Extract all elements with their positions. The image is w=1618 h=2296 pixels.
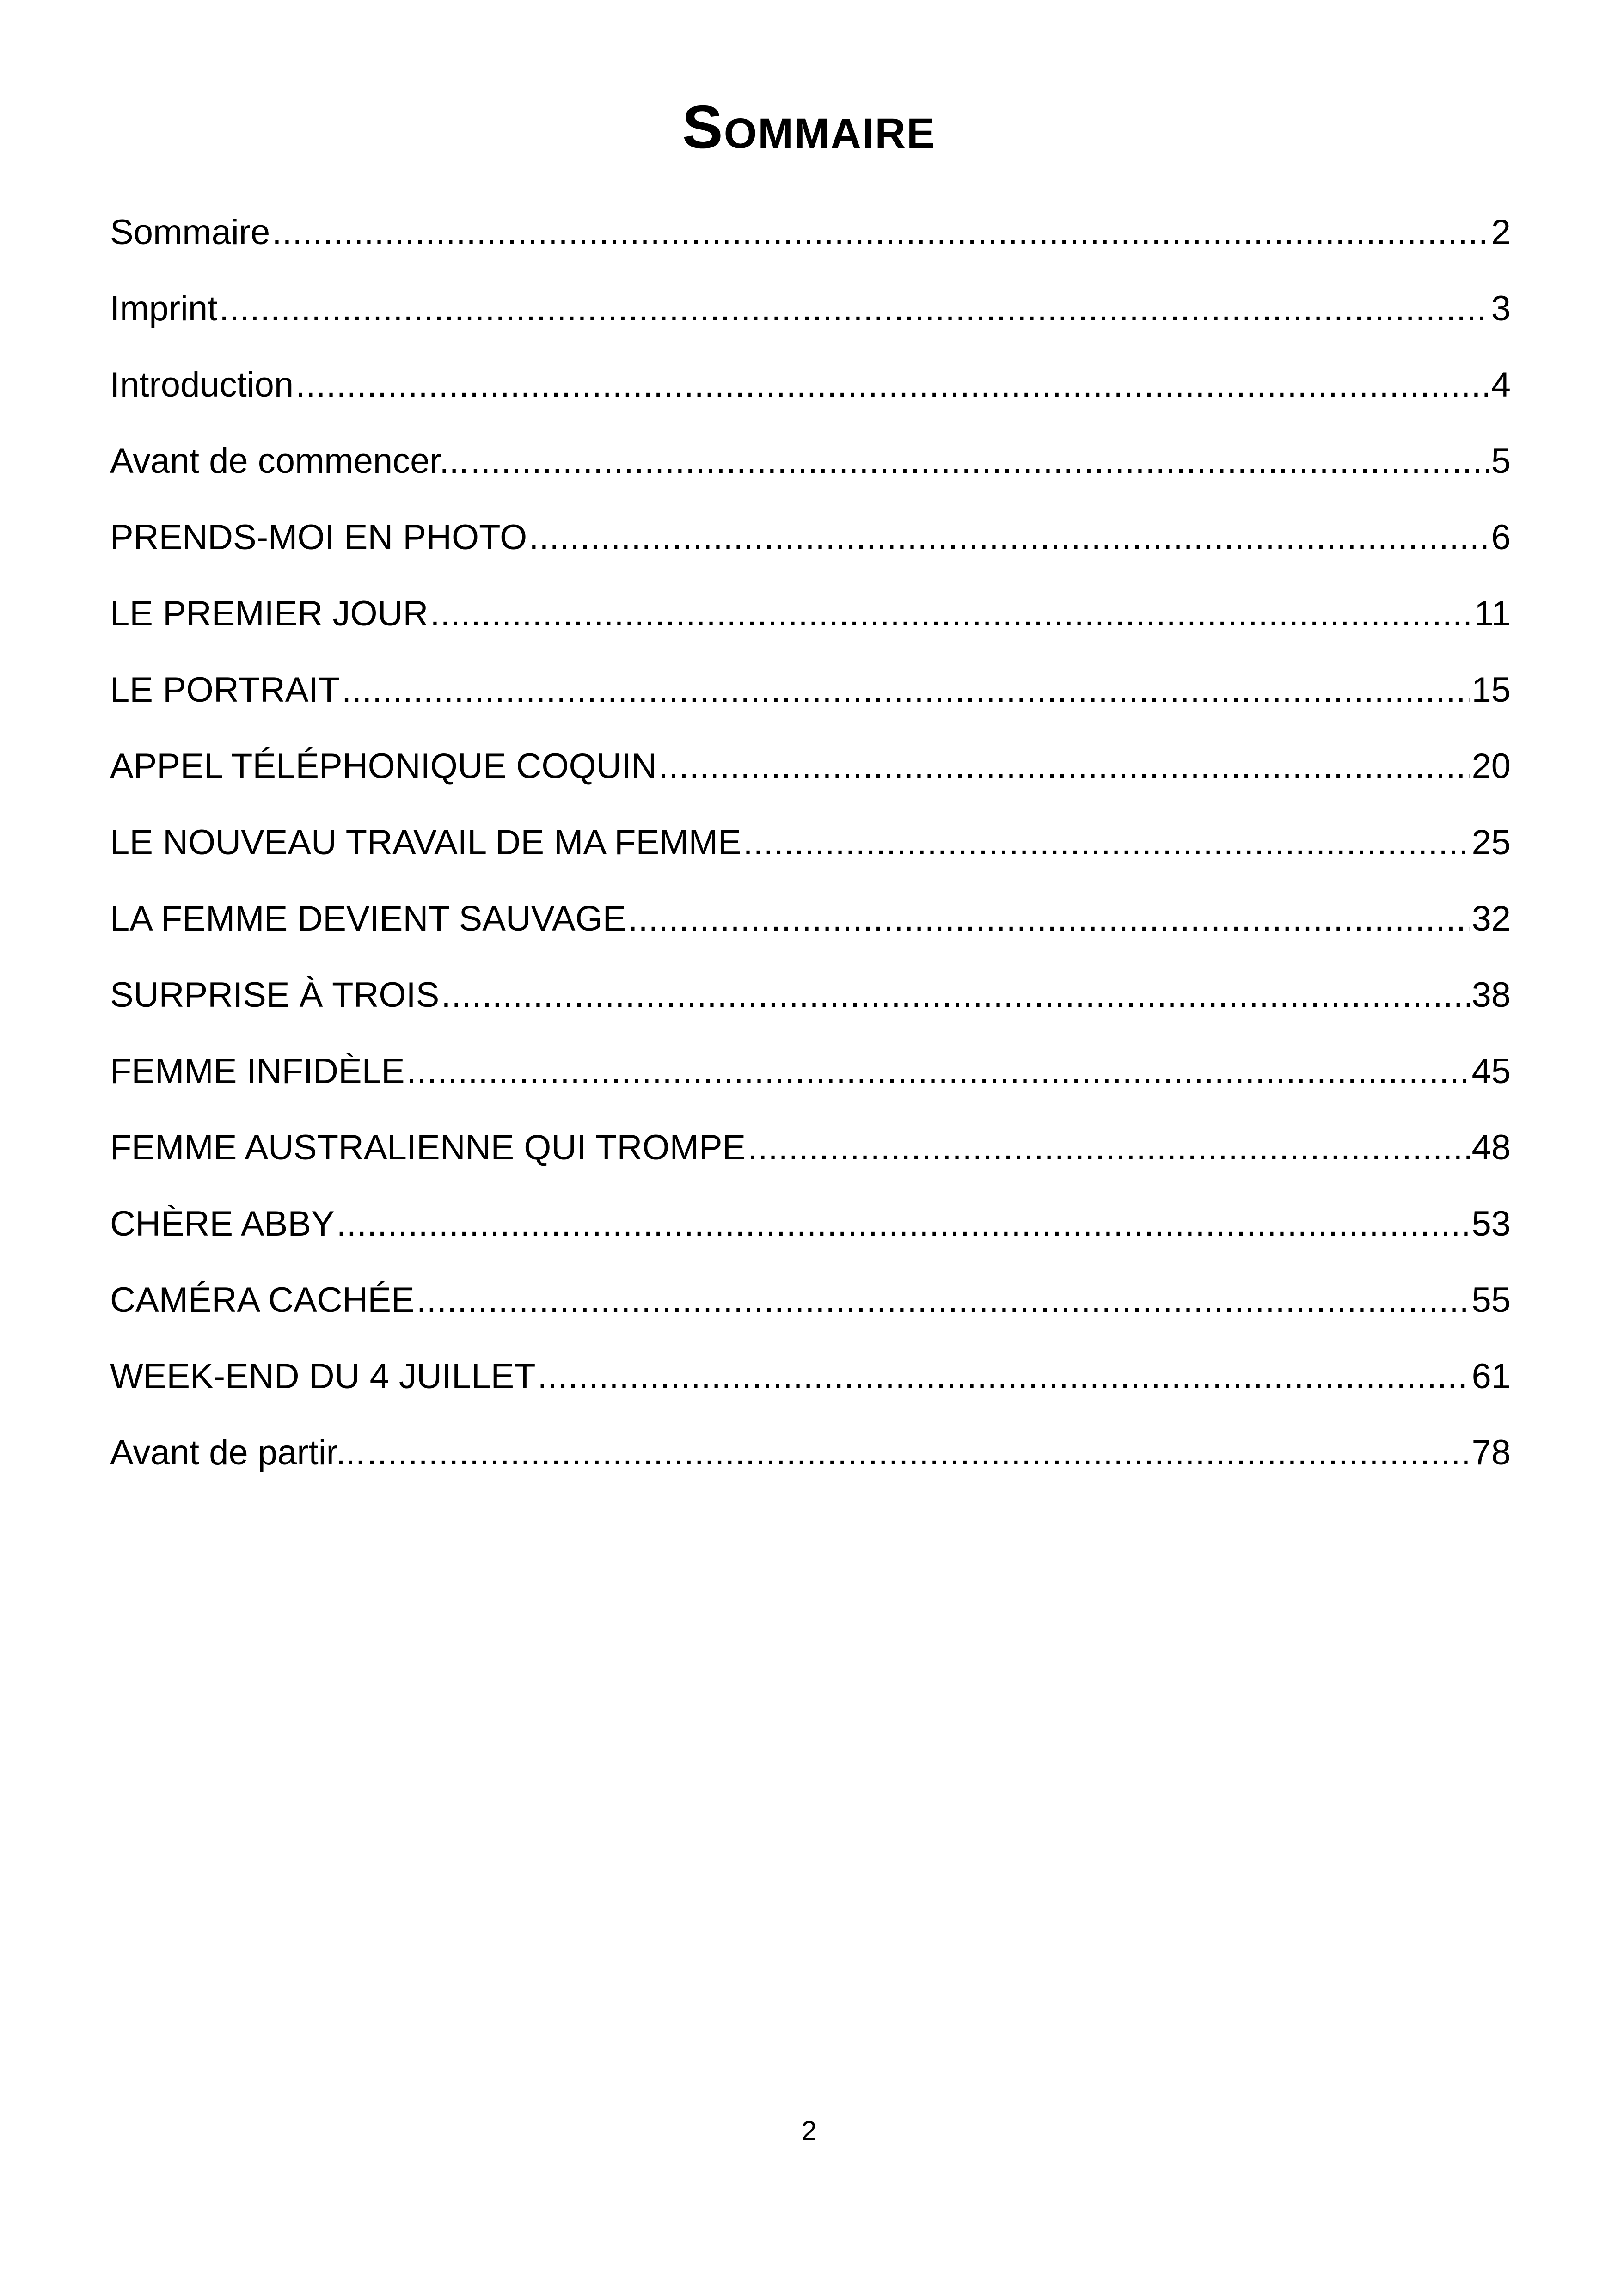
- toc-leader-dots: [659, 728, 1470, 804]
- toc-leader-dots: [407, 1033, 1470, 1109]
- toc-leader-dots: [529, 499, 1489, 576]
- toc-entry-label: Introduction: [110, 365, 294, 404]
- toc-entry-page: 3: [1491, 289, 1511, 328]
- toc-entry-page: 25: [1471, 823, 1511, 862]
- toc-entry-page: 4: [1491, 365, 1511, 404]
- toc-entry[interactable]: [110, 194, 1511, 270]
- toc-entry[interactable]: [110, 576, 1511, 652]
- toc-leader-dots: [367, 1414, 1470, 1491]
- toc-leader-dots: [743, 804, 1470, 881]
- toc-leader-dots: [417, 1262, 1470, 1338]
- toc-entry-label: Avant de partir...: [110, 1433, 366, 1472]
- toc-leader-dots: [272, 194, 1489, 270]
- toc-entry-page: 48: [1471, 1128, 1511, 1167]
- toc-leader-dots: [441, 957, 1470, 1033]
- toc-entry-label: Avant de commencer...: [110, 441, 469, 481]
- toc-leader-dots: [748, 1109, 1470, 1186]
- table-of-contents: [110, 194, 1511, 1491]
- toc-entry[interactable]: [110, 652, 1511, 728]
- toc-entry-page: 55: [1471, 1280, 1511, 1320]
- page-title: Sommaire: [682, 93, 936, 161]
- toc-entry-page: 45: [1471, 1052, 1511, 1091]
- toc-entry[interactable]: [110, 728, 1511, 804]
- toc-leader-dots: [337, 1186, 1470, 1262]
- toc-entry-page: 78: [1471, 1433, 1511, 1472]
- toc-entry-page: 20: [1471, 747, 1511, 786]
- toc-leader-dots: [342, 652, 1470, 728]
- toc-entry[interactable]: [110, 881, 1511, 957]
- toc-leader-dots: [430, 576, 1472, 652]
- toc-entry-label: LE NOUVEAU TRAVAIL DE MA FEMME: [110, 823, 742, 862]
- toc-entry-label: SURPRISE À TROIS: [110, 975, 440, 1015]
- toc-entry-label: PRENDS-MOI EN PHOTO: [110, 518, 527, 557]
- toc-leader-dots: [471, 423, 1489, 499]
- toc-entry-page: 38: [1471, 975, 1511, 1015]
- toc-entry[interactable]: [110, 1109, 1511, 1186]
- toc-entry-page: 32: [1471, 899, 1511, 938]
- toc-entry-label: Sommaire: [110, 213, 270, 252]
- toc-entry-page: 15: [1471, 670, 1511, 710]
- toc-entry-label: FEMME INFIDÈLE: [110, 1052, 405, 1091]
- toc-leader-dots: [538, 1338, 1470, 1414]
- toc-entry-page: 11: [1474, 594, 1511, 633]
- toc-entry[interactable]: [110, 423, 1511, 499]
- toc-entry[interactable]: [110, 270, 1511, 347]
- toc-entry-label: LA FEMME DEVIENT SAUVAGE: [110, 899, 626, 938]
- toc-entry[interactable]: [110, 1338, 1511, 1414]
- toc-leader-dots: [219, 270, 1489, 347]
- toc-entry-label: APPEL TÉLÉPHONIQUE COQUIN: [110, 747, 657, 786]
- toc-entry[interactable]: [110, 499, 1511, 576]
- toc-entry-label: CHÈRE ABBY: [110, 1204, 335, 1243]
- toc-entry-page: 2: [1491, 213, 1511, 252]
- toc-entry[interactable]: [110, 347, 1511, 423]
- toc-entry-page: 61: [1471, 1357, 1511, 1396]
- toc-entry-label: FEMME AUSTRALIENNE QUI TROMPE: [110, 1128, 746, 1167]
- toc-entry[interactable]: [110, 1186, 1511, 1262]
- toc-entry-page: 53: [1471, 1204, 1511, 1243]
- toc-leader-dots: [295, 347, 1489, 423]
- toc-entry[interactable]: [110, 1414, 1511, 1491]
- toc-entry-label: CAMÉRA CACHÉE: [110, 1280, 415, 1320]
- toc-entry-label: LE PREMIER JOUR: [110, 594, 429, 633]
- toc-entry[interactable]: [110, 1262, 1511, 1338]
- toc-entry-page: 6: [1491, 518, 1511, 557]
- toc-entry-label: LE PORTRAIT: [110, 670, 340, 710]
- toc-entry[interactable]: [110, 957, 1511, 1033]
- page-number: 2: [801, 2115, 817, 2146]
- toc-entry[interactable]: [110, 1033, 1511, 1109]
- toc-leader-dots: [628, 881, 1470, 957]
- toc-entry-label: WEEK-END DU 4 JUILLET: [110, 1357, 536, 1396]
- toc-entry[interactable]: [110, 804, 1511, 881]
- toc-entry-page: 5: [1491, 441, 1511, 481]
- toc-entry-label: Imprint: [110, 289, 218, 328]
